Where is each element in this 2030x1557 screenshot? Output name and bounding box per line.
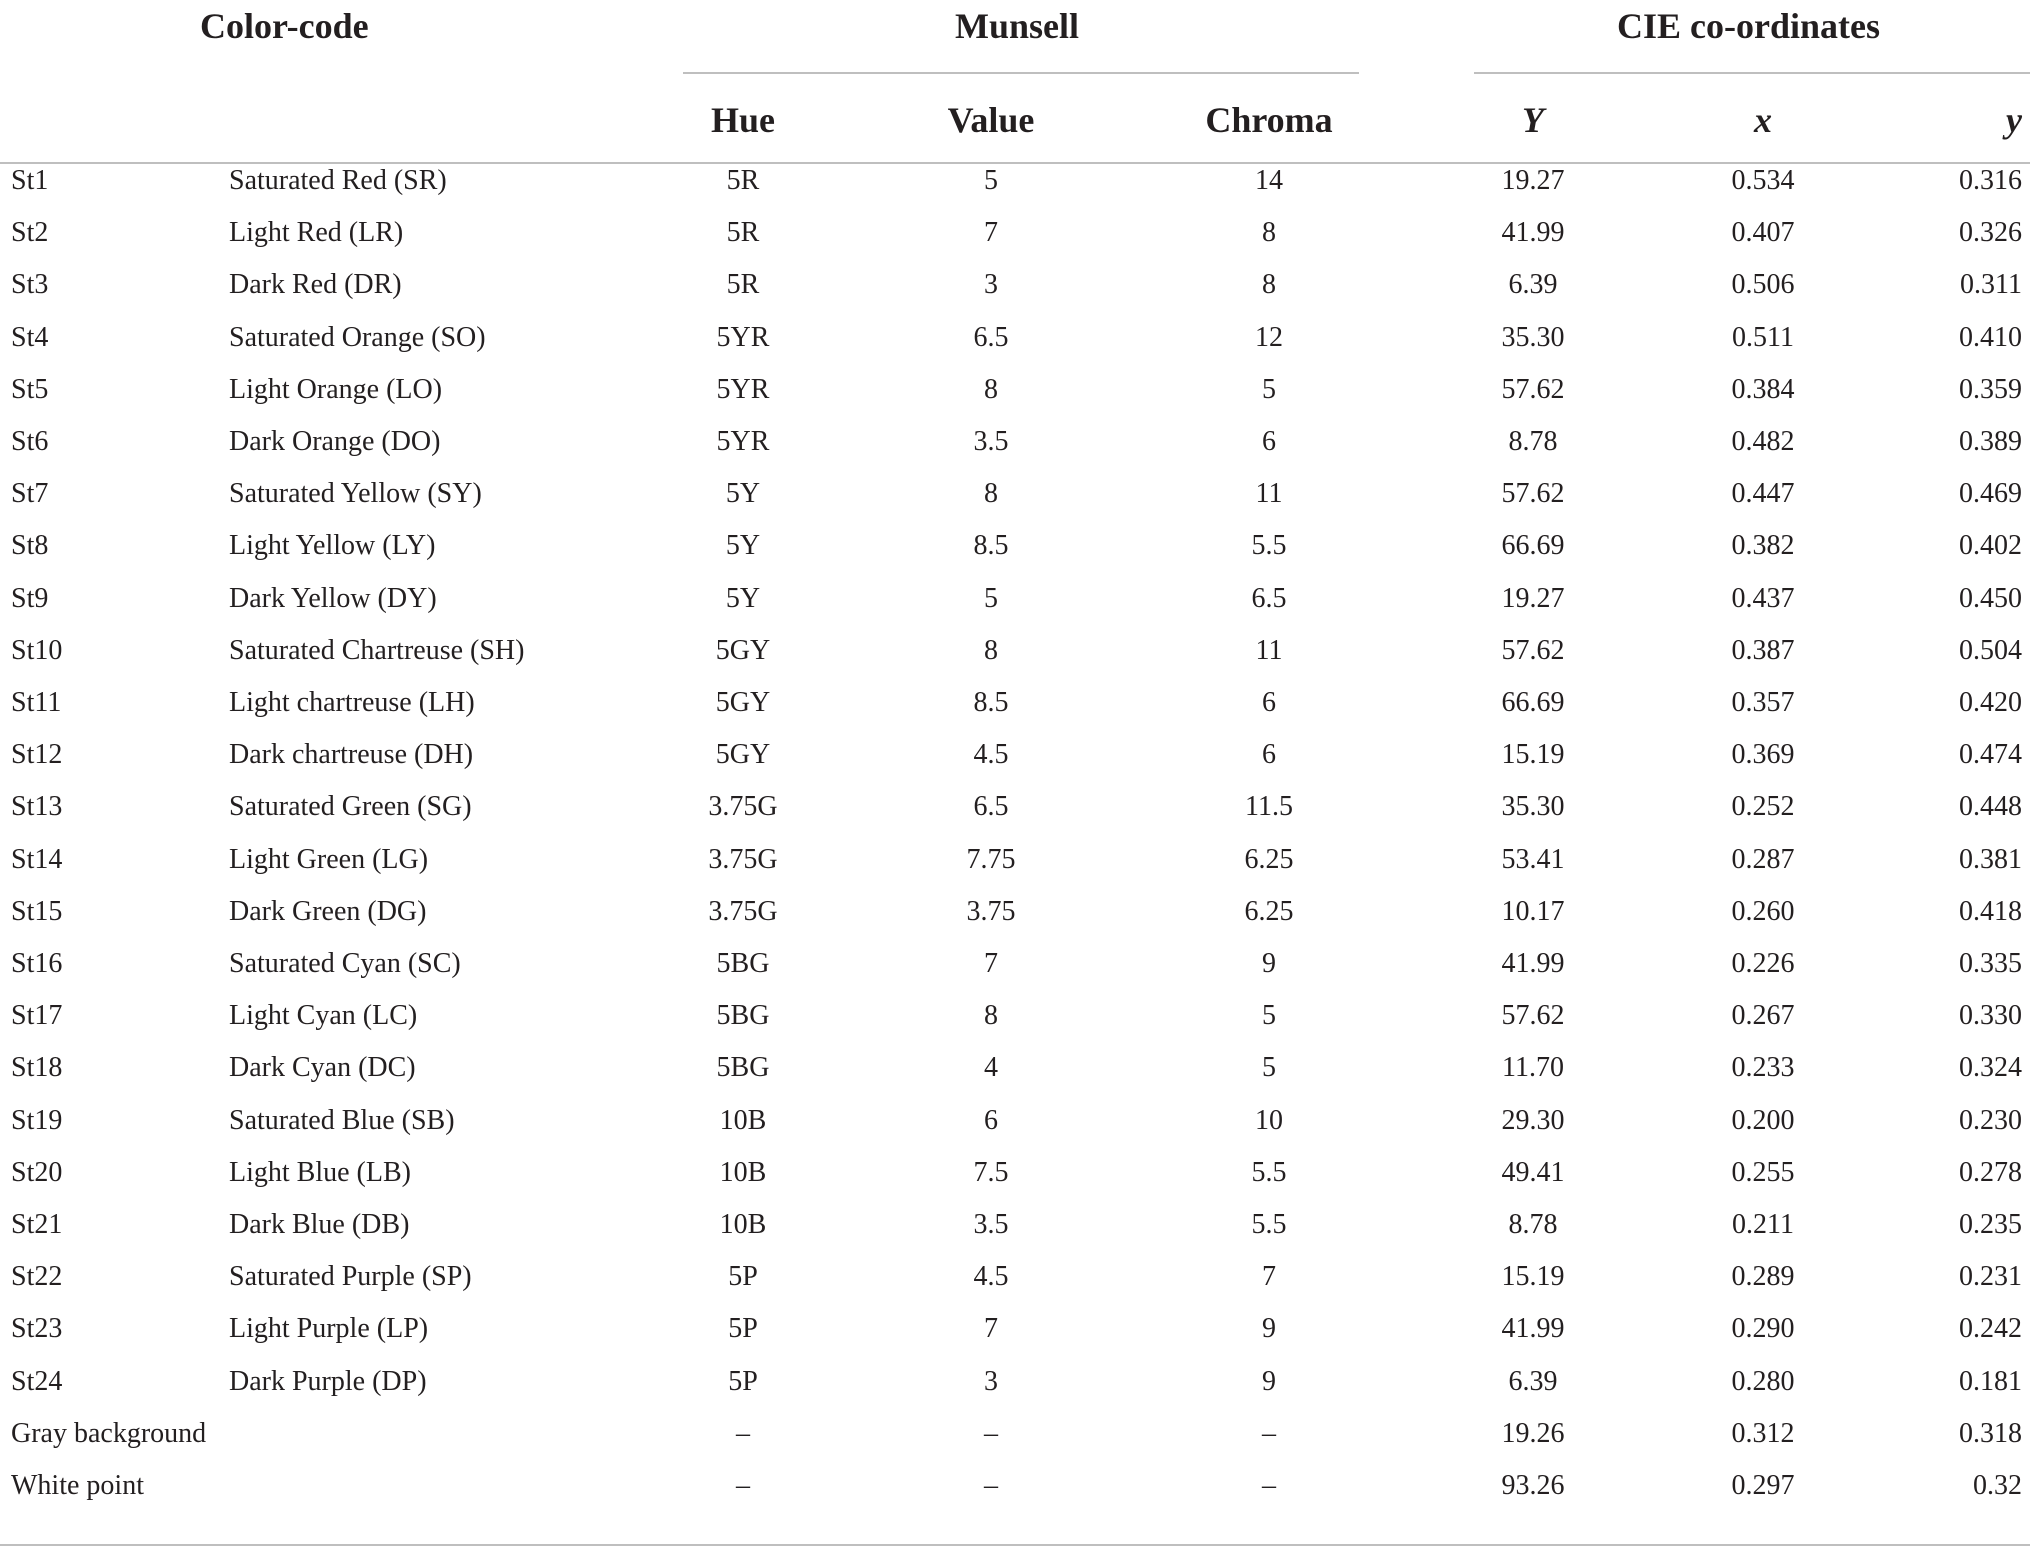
row-code: St15: [11, 895, 63, 927]
row-code: St13: [11, 791, 63, 823]
row-x: 0.297: [1731, 1470, 1795, 1501]
table-row: [0, 990, 2030, 1042]
table-row: [0, 1303, 2030, 1355]
row-code: St16: [11, 948, 63, 979]
row-chroma: 6.5: [1251, 582, 1287, 614]
row-chroma: 8: [1262, 217, 1276, 249]
row-value: 4.5: [973, 739, 1009, 771]
row-chroma: 6: [1262, 687, 1276, 718]
munsell-group-rule: [683, 72, 1359, 74]
row-y: 0.311: [1960, 269, 2022, 301]
row-hue: 3.75G: [708, 791, 778, 823]
row-y: 0.278: [1959, 1156, 2022, 1188]
row-hue: 5Y: [725, 530, 761, 562]
row-Y: 57.62: [1501, 373, 1565, 405]
row-name: Light Yellow (LY): [229, 530, 436, 562]
row-code: White point: [11, 1470, 144, 1501]
cie-group-rule: [1474, 72, 2030, 74]
row-code: St6: [11, 426, 49, 457]
row-x: 0.387: [1731, 634, 1795, 666]
row-name: Saturated Yellow (SY): [229, 478, 482, 510]
row-chroma: 7: [1262, 1261, 1276, 1293]
row-chroma: 10: [1255, 1104, 1283, 1136]
table-row: [0, 1095, 2030, 1147]
row-code: St19: [11, 1104, 63, 1136]
row-value: 7: [984, 1313, 998, 1345]
row-value: 3.5: [973, 1209, 1009, 1240]
row-chroma: 5.5: [1251, 1156, 1287, 1188]
row-x: 0.287: [1731, 843, 1795, 875]
row-x: 0.447: [1731, 478, 1795, 510]
row-x: 0.511: [1732, 321, 1794, 353]
row-hue: 5BG: [716, 948, 770, 979]
row-name: Saturated Cyan (SC): [229, 948, 461, 979]
row-Y: 29.30: [1501, 1104, 1565, 1136]
row-name: Saturated Orange (SO): [229, 321, 486, 353]
row-Y: 11.70: [1502, 1052, 1564, 1084]
row-y: 0.181: [1959, 1365, 2022, 1397]
row-Y: 57.62: [1501, 478, 1565, 510]
row-y: 0.318: [1959, 1417, 2022, 1449]
row-y: 0.230: [1959, 1104, 2022, 1136]
row-y: 0.330: [1959, 1000, 2022, 1032]
row-chroma: 5: [1262, 1052, 1276, 1084]
row-hue: 5YR: [716, 373, 770, 405]
row-y: 0.231: [1959, 1261, 2022, 1293]
row-value: –: [984, 1417, 998, 1449]
row-code: St11: [11, 687, 62, 718]
row-hue: 5P: [728, 1313, 758, 1345]
row-value: 8: [984, 634, 998, 666]
header-cie: CIE co-ordinates: [1617, 6, 1880, 46]
row-code: St20: [11, 1156, 63, 1188]
row-y: 0.410: [1959, 321, 2022, 353]
row-name: Light chartreuse (LH): [229, 687, 475, 718]
row-y: 0.326: [1959, 217, 2022, 249]
row-x: 0.200: [1731, 1104, 1795, 1136]
row-Y: 41.99: [1501, 217, 1565, 249]
header-x: x: [1754, 100, 1772, 140]
table-row: [0, 886, 2030, 938]
row-value: 8: [984, 1000, 998, 1032]
table-row: [0, 1356, 2030, 1408]
header-hue: Hue: [710, 100, 775, 140]
row-Y: 19.27: [1501, 582, 1565, 614]
row-name: Dark chartreuse (DH): [229, 739, 474, 771]
row-name: Light Cyan (LC): [229, 1000, 418, 1032]
row-y: 0.381: [1959, 843, 2022, 875]
row-x: 0.384: [1731, 373, 1795, 405]
row-chroma: –: [1262, 1470, 1276, 1501]
row-Y: 93.26: [1501, 1470, 1565, 1501]
row-chroma: 6: [1262, 426, 1276, 457]
row-x: 0.211: [1732, 1209, 1794, 1240]
row-code: St5: [11, 373, 49, 405]
row-value: 7.5: [973, 1156, 1009, 1188]
row-Y: 6.39: [1508, 269, 1558, 301]
row-Y: 66.69: [1501, 530, 1565, 562]
row-code: St1: [11, 165, 49, 196]
table-row: [0, 312, 2030, 364]
row-chroma: 14: [1255, 165, 1283, 196]
row-Y: 53.41: [1501, 843, 1565, 875]
table-row: [0, 781, 2030, 833]
table-row: [0, 729, 2030, 781]
row-Y: 35.30: [1501, 321, 1565, 353]
row-hue: 5GY: [715, 634, 771, 666]
header-munsell: Munsell: [955, 6, 1080, 46]
table-row: [0, 573, 2030, 625]
row-x: 0.260: [1731, 895, 1795, 927]
table-row: [0, 364, 2030, 416]
row-x: 0.482: [1731, 426, 1795, 457]
row-name: Saturated Chartreuse (SH): [229, 634, 525, 666]
row-x: 0.407: [1731, 217, 1795, 249]
row-chroma: 5: [1262, 373, 1276, 405]
row-value: 6: [984, 1104, 998, 1136]
row-hue: 5P: [728, 1365, 758, 1397]
row-value: 5: [984, 582, 998, 614]
table-row: [0, 625, 2030, 677]
row-x: 0.267: [1731, 1000, 1795, 1032]
row-name: Saturated Red (SR): [229, 165, 447, 196]
table-row: [0, 677, 2030, 729]
row-y: 0.316: [1959, 165, 2022, 196]
row-name: Saturated Purple (SP): [229, 1261, 472, 1293]
table-bottom-rule: [0, 1544, 2030, 1546]
header-y: y: [2006, 100, 2022, 140]
table-row: [0, 416, 2030, 468]
row-x: 0.312: [1731, 1417, 1795, 1449]
row-hue: 5R: [726, 217, 760, 249]
row-hue: –: [736, 1417, 750, 1449]
row-chroma: 9: [1262, 1313, 1276, 1345]
row-x: 0.252: [1731, 791, 1795, 823]
row-chroma: 5.5: [1251, 1209, 1287, 1240]
row-Y: 19.27: [1501, 165, 1565, 196]
table-row: [0, 1251, 2030, 1303]
row-code: St8: [11, 530, 49, 562]
row-x: 0.226: [1731, 948, 1795, 979]
row-Y: 41.99: [1501, 948, 1565, 979]
row-Y: 57.62: [1501, 634, 1565, 666]
row-chroma: 5: [1262, 1000, 1276, 1032]
row-value: 8: [984, 478, 998, 510]
row-chroma: 8: [1262, 269, 1276, 301]
row-y: 0.389: [1959, 426, 2022, 457]
row-code: St24: [11, 1365, 63, 1397]
row-x: 0.289: [1731, 1261, 1795, 1293]
row-chroma: –: [1262, 1417, 1276, 1449]
row-value: 3: [984, 1365, 998, 1397]
table-row: [0, 834, 2030, 886]
row-code: St14: [11, 843, 63, 875]
row-y: 0.235: [1959, 1209, 2022, 1240]
row-hue: 5YR: [716, 426, 770, 457]
row-value: 6.5: [973, 791, 1009, 823]
row-hue: 5GY: [715, 739, 771, 771]
row-code: St18: [11, 1052, 63, 1084]
row-Y: 66.69: [1501, 687, 1565, 718]
row-y: 0.32: [1973, 1470, 2022, 1501]
row-chroma: 6.25: [1244, 843, 1294, 875]
row-code: St22: [11, 1261, 63, 1293]
row-y: 0.469: [1959, 478, 2022, 510]
row-x: 0.233: [1731, 1052, 1795, 1084]
header-chroma: Chroma: [1205, 100, 1333, 140]
row-value: 8: [984, 373, 998, 405]
row-Y: 15.19: [1501, 1261, 1565, 1293]
row-y: 0.420: [1959, 687, 2022, 718]
row-hue: 5BG: [716, 1052, 770, 1084]
header-value: Value: [947, 100, 1035, 140]
row-code: St17: [11, 1000, 63, 1032]
row-hue: 5Y: [725, 478, 761, 510]
row-Y: 6.39: [1508, 1365, 1558, 1397]
row-code: St9: [11, 582, 49, 614]
row-Y: 35.30: [1501, 791, 1565, 823]
row-value: 5: [984, 165, 998, 196]
row-hue: 5R: [726, 165, 760, 196]
row-chroma: 6.25: [1244, 895, 1294, 927]
table-row: [0, 1460, 2030, 1512]
table-row: [0, 468, 2030, 520]
row-Y: 49.41: [1501, 1156, 1565, 1188]
table-row: [0, 520, 2030, 572]
row-x: 0.534: [1731, 165, 1795, 196]
row-chroma: 11.5: [1245, 791, 1293, 823]
row-y: 0.335: [1959, 948, 2022, 979]
row-name: Light Blue (LB): [229, 1156, 411, 1188]
row-hue: 3.75G: [708, 843, 778, 875]
row-code: Gray background: [11, 1417, 207, 1449]
row-hue: 10B: [719, 1104, 767, 1136]
row-code: St4: [11, 321, 49, 353]
row-name: Saturated Blue (SB): [229, 1104, 455, 1136]
row-name: Dark Yellow (DY): [229, 582, 437, 614]
row-y: 0.504: [1959, 634, 2022, 666]
table-row: [0, 207, 2030, 259]
row-value: 3.5: [973, 426, 1009, 457]
row-chroma: 5.5: [1251, 530, 1287, 562]
row-name: Light Red (LR): [229, 217, 404, 249]
row-name: Dark Cyan (DC): [229, 1052, 416, 1084]
row-name: Dark Blue (DB): [229, 1209, 410, 1240]
row-hue: 10B: [719, 1209, 767, 1240]
row-y: 0.242: [1959, 1313, 2022, 1345]
row-value: 8.5: [973, 687, 1009, 718]
row-y: 0.474: [1959, 739, 2022, 771]
table-row: [0, 155, 2030, 207]
row-hue: 5P: [728, 1261, 758, 1293]
row-chroma: 9: [1262, 1365, 1276, 1397]
row-x: 0.255: [1731, 1156, 1795, 1188]
row-code: St23: [11, 1313, 63, 1345]
row-chroma: 12: [1255, 321, 1283, 353]
row-value: 7: [984, 948, 998, 979]
row-code: St2: [11, 217, 49, 249]
row-name: Light Purple (LP): [229, 1313, 429, 1345]
table-row: [0, 1042, 2030, 1094]
row-Y: 19.26: [1501, 1417, 1565, 1449]
row-value: 3: [984, 269, 998, 301]
row-code: St7: [11, 478, 49, 510]
row-value: 4.5: [973, 1261, 1009, 1293]
row-hue: 5GY: [715, 687, 771, 718]
row-code: St3: [11, 269, 49, 301]
row-y: 0.418: [1959, 895, 2022, 927]
row-value: 7.75: [966, 843, 1016, 875]
row-hue: 10B: [719, 1156, 767, 1188]
row-x: 0.290: [1731, 1313, 1795, 1345]
row-hue: 3.75G: [708, 895, 778, 927]
row-chroma: 6: [1262, 739, 1276, 771]
row-value: 4: [984, 1052, 998, 1084]
row-Y: 10.17: [1501, 895, 1565, 927]
row-hue: –: [736, 1470, 750, 1501]
row-value: 3.75: [966, 895, 1016, 927]
table-row: [0, 259, 2030, 311]
row-y: 0.448: [1959, 791, 2022, 823]
row-name: Light Green (LG): [229, 843, 429, 875]
row-name: Dark Green (DG): [229, 895, 427, 927]
row-x: 0.382: [1731, 530, 1795, 562]
row-name: Light Orange (LO): [229, 373, 443, 405]
row-Y: 8.78: [1508, 1209, 1558, 1240]
row-y: 0.359: [1959, 373, 2022, 405]
row-Y: 8.78: [1508, 426, 1558, 457]
table-row: [0, 938, 2030, 990]
row-x: 0.437: [1731, 582, 1795, 614]
row-code: St21: [11, 1209, 63, 1240]
row-value: 8.5: [973, 530, 1009, 562]
row-name: Saturated Green (SG): [229, 791, 472, 823]
row-chroma: 11: [1255, 634, 1283, 666]
row-x: 0.357: [1731, 687, 1795, 718]
row-x: 0.280: [1731, 1365, 1795, 1397]
header-Y: Y: [1522, 100, 1544, 140]
row-y: 0.402: [1959, 530, 2022, 562]
row-value: –: [984, 1470, 998, 1501]
row-name: Dark Red (DR): [229, 269, 402, 301]
row-Y: 15.19: [1501, 739, 1565, 771]
row-x: 0.369: [1731, 739, 1795, 771]
row-value: 6.5: [973, 321, 1009, 353]
row-code: St12: [11, 739, 63, 771]
row-Y: 41.99: [1501, 1313, 1565, 1345]
header-color-code: Color-code: [200, 6, 369, 46]
row-Y: 57.62: [1501, 1000, 1565, 1032]
table-row: [0, 1408, 2030, 1460]
table-row: [0, 1147, 2030, 1199]
row-y: 0.324: [1959, 1052, 2022, 1084]
row-hue: 5BG: [716, 1000, 770, 1032]
row-code: St10: [11, 634, 63, 666]
row-name: Dark Orange (DO): [229, 426, 441, 457]
row-value: 7: [984, 217, 998, 249]
table-row: [0, 1199, 2030, 1251]
row-name: Dark Purple (DP): [229, 1365, 427, 1397]
row-chroma: 9: [1262, 948, 1276, 979]
row-y: 0.450: [1959, 582, 2022, 614]
row-chroma: 11: [1255, 478, 1283, 510]
row-hue: 5R: [726, 269, 760, 301]
row-x: 0.506: [1731, 269, 1795, 301]
row-hue: 5YR: [716, 321, 770, 353]
row-hue: 5Y: [725, 582, 761, 614]
